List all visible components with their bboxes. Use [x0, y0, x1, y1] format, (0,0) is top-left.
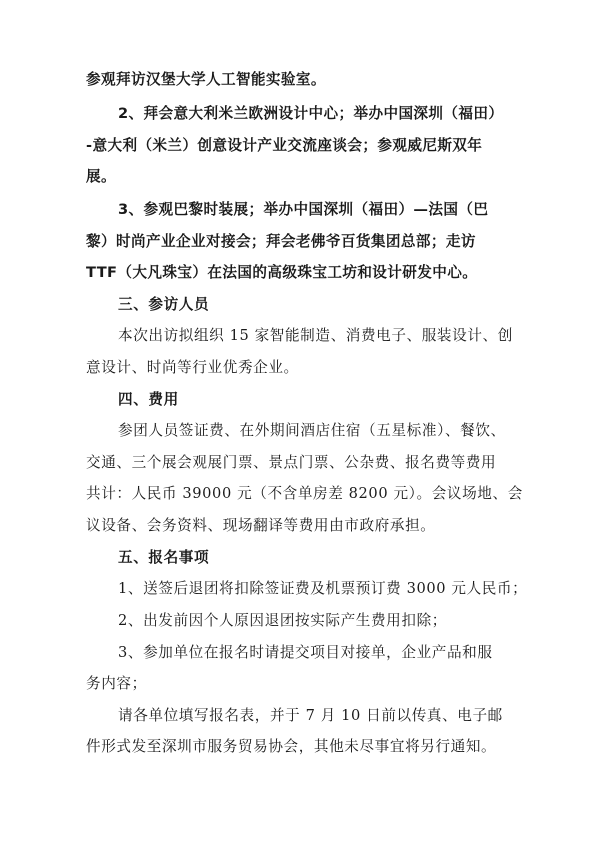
section-5-item-1: 1、送签后退团将扣除签证费及机票预订费 3000 元人民币；	[118, 580, 528, 597]
item-3-line-2: 黎）时尚产业企业对接会；拜会老佛爷百货集团总部；走访	[86, 233, 476, 250]
section-5-heading: 五、报名事项	[118, 549, 210, 566]
item-2-line-1: 2、拜会意大利米兰欧洲设计中心；举办中国深圳（福田）	[118, 105, 504, 122]
section-3-para-line-2: 意设计、时尚等行业优秀企业。	[86, 359, 299, 376]
section-5-item-3-line-2: 务内容；	[86, 675, 147, 692]
section-5-item-2: 2、出发前因个人原因退团按实际产生费用扣除；	[118, 612, 447, 629]
section-3-heading: 三、参访人员	[118, 296, 210, 313]
section-4-para-line-1: 参团人员签证费、在外期间酒店住宿（五星标准）、餐饮、	[118, 422, 506, 439]
section-3-para-line-1: 本次出访拟组织 15 家智能制造、消费电子、服装设计、创	[118, 327, 513, 344]
section-5-para-line-1: 请各单位填写报名表，并于 7 月 10 日前以传真、电子邮	[118, 707, 503, 724]
section-4-para-line-2: 交通、三个展会观展门票、景点门票、公杂费、报名费等费用	[86, 454, 497, 471]
section-4-heading: 四、费用	[118, 391, 179, 408]
section-5-para-line-2: 件形式发至深圳市服务贸易协会，其他未尽事宜将另行通知。	[86, 738, 497, 755]
item-3-line-1: 3、参观巴黎时装展；举办中国深圳（福田）—法国（巴	[118, 201, 489, 218]
item-2-line-3: 展。	[86, 168, 116, 185]
section-4-para-line-4: 议设备、会务资料、现场翻译等费用由市政府承担。	[86, 517, 436, 534]
visit-itinerary-line: 参观拜访汉堡大学人工智能实验室。	[86, 71, 326, 88]
item-3-line-3: TTF（大凡珠宝）在法国的高级珠宝工坊和设计研发中心。	[86, 264, 478, 281]
section-4-para-line-3: 共计：人民币 39000 元（不含单房差 8200 元）。会议场地、会	[86, 485, 523, 502]
item-2-line-2: -意大利（米兰）创意设计产业交流座谈会；参观威尼斯双年	[86, 137, 483, 154]
section-5-item-3-line-1: 3、参加单位在报名时请提交项目对接单，企业产品和服	[118, 644, 493, 661]
